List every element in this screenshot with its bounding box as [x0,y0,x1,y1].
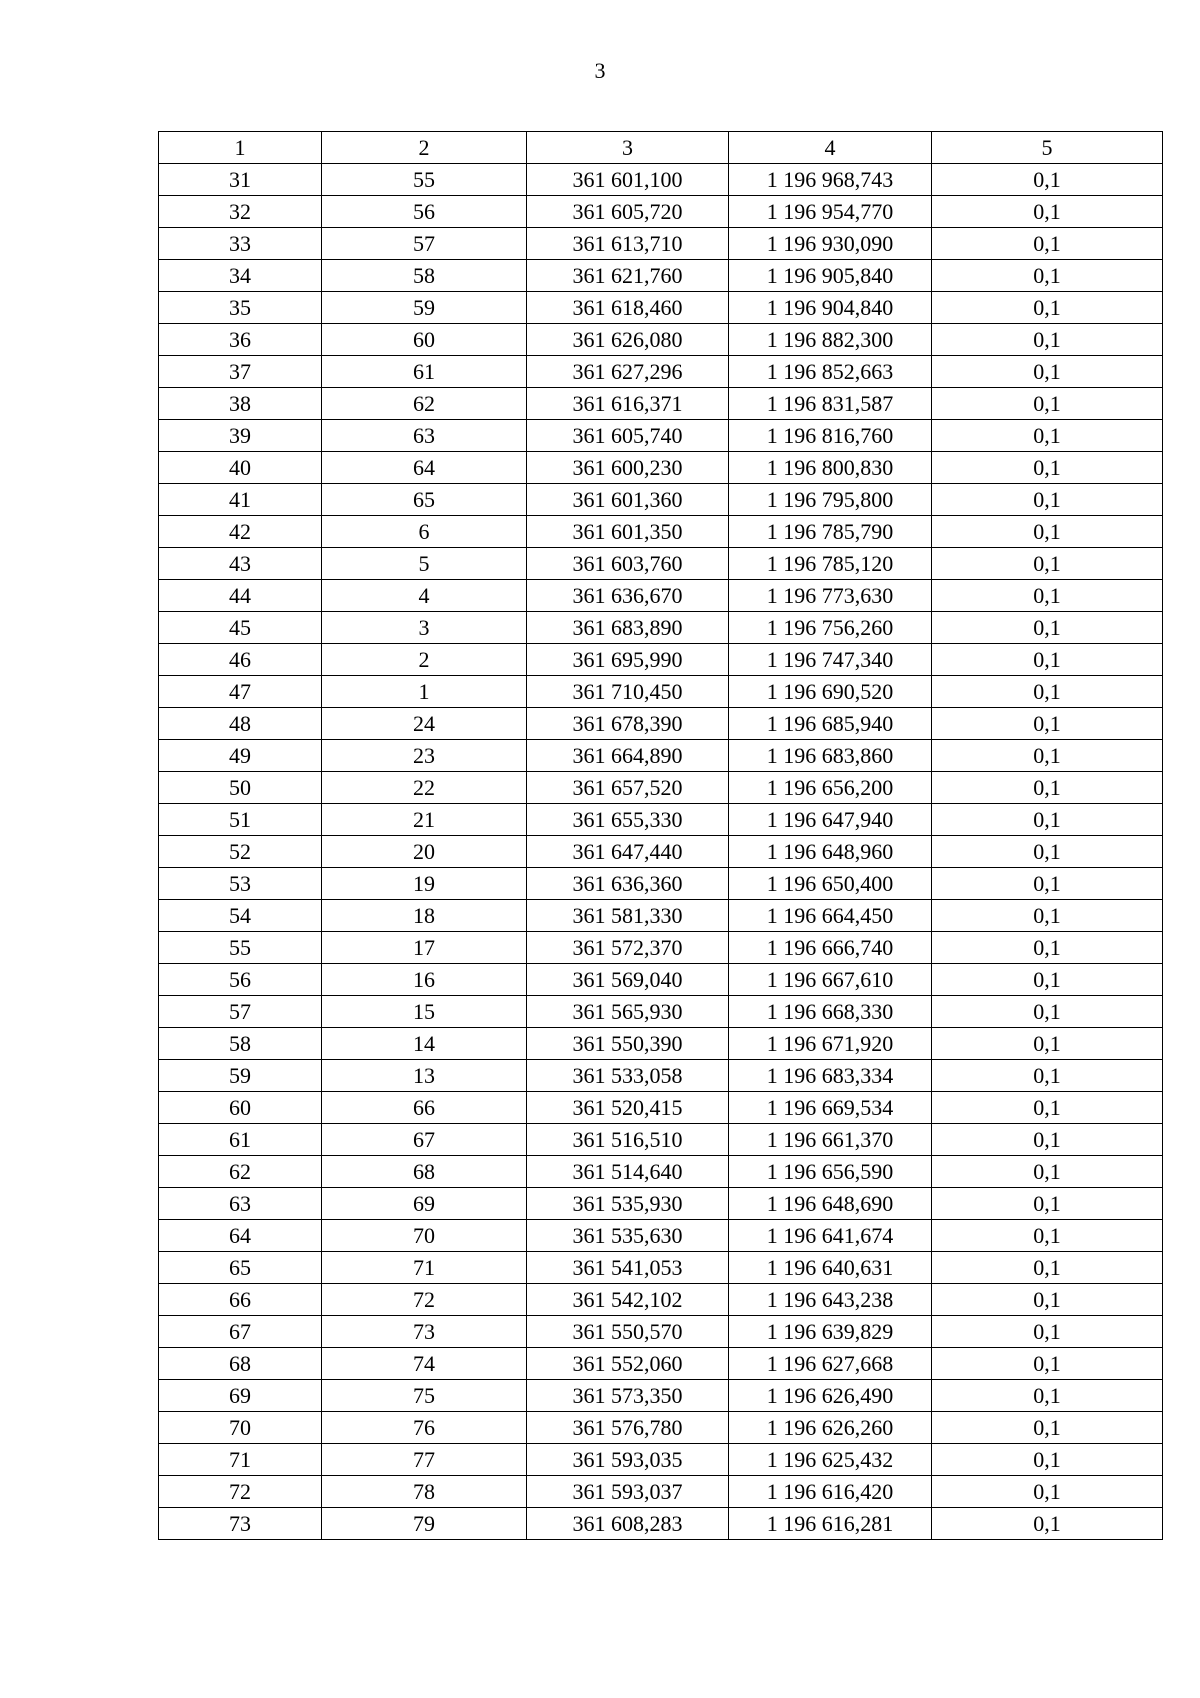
table-cell: 55 [322,164,527,196]
table-cell: 60 [322,324,527,356]
table-cell: 361 608,283 [527,1508,729,1540]
table-cell: 1 196 656,200 [729,772,932,804]
table-cell: 56 [322,196,527,228]
table-cell: 0,1 [932,292,1163,324]
table-cell: 361 683,890 [527,612,729,644]
table-cell: 60 [159,1092,322,1124]
table-cell: 0,1 [932,452,1163,484]
table-cell: 361 593,035 [527,1444,729,1476]
table-cell: 0,1 [932,1060,1163,1092]
table-cell: 1 196 643,238 [729,1284,932,1316]
table-cell: 1 196 968,743 [729,164,932,196]
table-row [159,1188,1163,1220]
table-cell: 361 573,350 [527,1380,729,1412]
table-cell: 1 196 831,587 [729,388,932,420]
table-cell: 1 196 648,690 [729,1188,932,1220]
table-cell: 67 [159,1316,322,1348]
table-row [159,804,1163,836]
table-cell: 22 [322,772,527,804]
table-cell: 0,1 [932,772,1163,804]
table-cell: 361 581,330 [527,900,729,932]
table-cell: 361 605,720 [527,196,729,228]
table-cell: 361 552,060 [527,1348,729,1380]
table-row [159,452,1163,484]
table-cell: 361 710,450 [527,676,729,708]
table-cell: 361 627,296 [527,356,729,388]
table-cell: 20 [322,836,527,868]
table-cell: 56 [159,964,322,996]
table-row [159,772,1163,804]
table-cell: 1 196 773,630 [729,580,932,612]
table-cell: 361 605,740 [527,420,729,452]
table-cell: 0,1 [932,388,1163,420]
table-cell: 0,1 [932,1444,1163,1476]
table-cell: 0,1 [932,1124,1163,1156]
table-cell: 1 196 666,740 [729,932,932,964]
table-row [159,388,1163,420]
table-cell: 361 655,330 [527,804,729,836]
table-cell: 64 [322,452,527,484]
table-cell: 361 569,040 [527,964,729,996]
table-cell: 361 535,930 [527,1188,729,1220]
table-cell: 3 [322,612,527,644]
table-cell: 66 [159,1284,322,1316]
table-cell: 361 626,080 [527,324,729,356]
table-row [159,516,1163,548]
table-row [159,836,1163,868]
table-cell: 1 196 785,790 [729,516,932,548]
table-cell: 48 [159,708,322,740]
table-cell: 62 [159,1156,322,1188]
table-cell: 361 616,371 [527,388,729,420]
table-cell: 0,1 [932,1412,1163,1444]
table-cell: 59 [322,292,527,324]
table-cell: 0,1 [932,1156,1163,1188]
table-cell: 14 [322,1028,527,1060]
table-row [159,1092,1163,1124]
table-cell: 361 565,930 [527,996,729,1028]
table-cell: 1 196 656,590 [729,1156,932,1188]
table-cell: 47 [159,676,322,708]
table-cell: 361 516,510 [527,1124,729,1156]
coordinates-table [158,131,1163,1540]
table-row [159,356,1163,388]
table-cell: 31 [159,164,322,196]
table-cell: 0,1 [932,420,1163,452]
table-cell: 6 [322,516,527,548]
table-cell: 361 621,760 [527,260,729,292]
table-cell: 64 [159,1220,322,1252]
table-cell: 361 514,640 [527,1156,729,1188]
table-cell: 1 196 627,668 [729,1348,932,1380]
column-header: 5 [932,132,1163,164]
table-cell: 24 [322,708,527,740]
table-cell: 0,1 [932,1284,1163,1316]
table-cell: 361 601,360 [527,484,729,516]
table-cell: 5 [322,548,527,580]
table-cell: 16 [322,964,527,996]
table-cell: 1 196 650,400 [729,868,932,900]
table-row [159,1476,1163,1508]
table-cell: 67 [322,1124,527,1156]
table-row [159,1316,1163,1348]
table-cell: 361 550,390 [527,1028,729,1060]
table-cell: 71 [322,1252,527,1284]
table-cell: 0,1 [932,1028,1163,1060]
table-row [159,740,1163,772]
table-cell: 1 196 905,840 [729,260,932,292]
table-cell: 58 [159,1028,322,1060]
table-row [159,484,1163,516]
table-cell: 0,1 [932,1508,1163,1540]
header-row [159,132,1163,164]
table-cell: 1 196 661,370 [729,1124,932,1156]
table-row [159,420,1163,452]
table-cell: 0,1 [932,612,1163,644]
table-cell: 1 196 756,260 [729,612,932,644]
table-row [159,1252,1163,1284]
table-cell: 1 196 616,281 [729,1508,932,1540]
table-cell: 361 601,350 [527,516,729,548]
table-cell: 54 [159,900,322,932]
table-cell: 57 [322,228,527,260]
table-cell: 1 196 785,120 [729,548,932,580]
table-cell: 1 196 626,260 [729,1412,932,1444]
table-cell: 0,1 [932,228,1163,260]
table-cell: 361 541,053 [527,1252,729,1284]
table-cell: 361 535,630 [527,1220,729,1252]
table-cell: 0,1 [932,580,1163,612]
table-cell: 17 [322,932,527,964]
table-cell: 53 [159,868,322,900]
table-cell: 361 647,440 [527,836,729,868]
table-cell: 0,1 [932,1220,1163,1252]
table-cell: 1 196 690,520 [729,676,932,708]
table-row [159,260,1163,292]
table-row [159,228,1163,260]
table-cell: 1 196 954,770 [729,196,932,228]
table-cell: 75 [322,1380,527,1412]
table-cell: 1 196 669,534 [729,1092,932,1124]
table-cell: 1 196 647,940 [729,804,932,836]
table-cell: 1 196 664,450 [729,900,932,932]
table-cell: 38 [159,388,322,420]
table-cell: 1 196 683,334 [729,1060,932,1092]
table-cell: 58 [322,260,527,292]
table-cell: 0,1 [932,1092,1163,1124]
table-cell: 34 [159,260,322,292]
table-cell: 1 196 852,663 [729,356,932,388]
table-row [159,1348,1163,1380]
table-cell: 23 [322,740,527,772]
table-cell: 51 [159,804,322,836]
table-cell: 1 196 625,432 [729,1444,932,1476]
table-cell: 79 [322,1508,527,1540]
table-cell: 0,1 [932,324,1163,356]
table-cell: 73 [159,1508,322,1540]
table-row [159,996,1163,1028]
table-cell: 66 [322,1092,527,1124]
table-cell: 0,1 [932,1348,1163,1380]
table-header [159,132,1163,164]
table-cell: 62 [322,388,527,420]
table-cell: 76 [322,1412,527,1444]
table-cell: 1 196 616,420 [729,1476,932,1508]
table-cell: 1 196 640,631 [729,1252,932,1284]
table-cell: 1 196 641,674 [729,1220,932,1252]
table-row [159,1284,1163,1316]
table-cell: 1 196 816,760 [729,420,932,452]
table-cell: 0,1 [932,260,1163,292]
table-cell: 0,1 [932,1252,1163,1284]
table-cell: 1 196 904,840 [729,292,932,324]
table-cell: 361 520,415 [527,1092,729,1124]
table-cell: 65 [159,1252,322,1284]
table-cell: 78 [322,1476,527,1508]
table-cell: 41 [159,484,322,516]
table-cell: 55 [159,932,322,964]
table-cell: 1 196 747,340 [729,644,932,676]
table-cell: 63 [159,1188,322,1220]
table-cell: 15 [322,996,527,1028]
table-cell: 0,1 [932,740,1163,772]
table-cell: 33 [159,228,322,260]
table-row [159,900,1163,932]
table-cell: 61 [159,1124,322,1156]
table-cell: 1 196 648,960 [729,836,932,868]
table-cell: 1 196 668,330 [729,996,932,1028]
table-cell: 70 [322,1220,527,1252]
table-cell: 40 [159,452,322,484]
column-header: 4 [729,132,932,164]
table-row [159,324,1163,356]
table-cell: 361 603,760 [527,548,729,580]
table-cell: 0,1 [932,932,1163,964]
table-cell: 46 [159,644,322,676]
table-row [159,708,1163,740]
table-cell: 1 196 930,090 [729,228,932,260]
table-cell: 1 196 685,940 [729,708,932,740]
table-cell: 71 [159,1444,322,1476]
table-cell: 68 [322,1156,527,1188]
table-cell: 1 [322,676,527,708]
table-row [159,1156,1163,1188]
table-cell: 45 [159,612,322,644]
table-row [159,612,1163,644]
table-row [159,548,1163,580]
table-cell: 361 618,460 [527,292,729,324]
table-cell: 361 576,780 [527,1412,729,1444]
table-cell: 361 542,102 [527,1284,729,1316]
table-row [159,1060,1163,1092]
table-cell: 361 593,037 [527,1476,729,1508]
table-cell: 0,1 [932,996,1163,1028]
table-cell: 0,1 [932,708,1163,740]
table-row [159,1508,1163,1540]
table-row [159,1444,1163,1476]
table-row [159,196,1163,228]
table-row [159,1220,1163,1252]
table-row [159,964,1163,996]
table-cell: 0,1 [932,548,1163,580]
table-cell: 21 [322,804,527,836]
table-cell: 361 533,058 [527,1060,729,1092]
table-cell: 59 [159,1060,322,1092]
column-header: 3 [527,132,729,164]
table-cell: 43 [159,548,322,580]
table-cell: 1 196 626,490 [729,1380,932,1412]
table-cell: 0,1 [932,836,1163,868]
table-cell: 73 [322,1316,527,1348]
table-cell: 36 [159,324,322,356]
table-row [159,1028,1163,1060]
table-cell: 361 636,360 [527,868,729,900]
table-cell: 52 [159,836,322,868]
table-cell: 74 [322,1348,527,1380]
table-cell: 0,1 [932,676,1163,708]
table-cell: 0,1 [932,804,1163,836]
table-cell: 0,1 [932,516,1163,548]
table-row [159,580,1163,612]
table-cell: 44 [159,580,322,612]
table-cell: 361 678,390 [527,708,729,740]
table-cell: 361 572,370 [527,932,729,964]
table-cell: 70 [159,1412,322,1444]
table-cell: 1 196 683,860 [729,740,932,772]
table-cell: 1 196 671,920 [729,1028,932,1060]
table-cell: 2 [322,644,527,676]
table-cell: 57 [159,996,322,1028]
table-cell: 0,1 [932,164,1163,196]
table-cell: 1 196 667,610 [729,964,932,996]
table-row [159,164,1163,196]
table-cell: 37 [159,356,322,388]
table-cell: 0,1 [932,868,1163,900]
table-cell: 361 613,710 [527,228,729,260]
table-row [159,1124,1163,1156]
table-cell: 72 [159,1476,322,1508]
table-row [159,932,1163,964]
table-cell: 0,1 [932,196,1163,228]
table-cell: 61 [322,356,527,388]
table-row [159,1380,1163,1412]
table-cell: 69 [159,1380,322,1412]
table-cell: 0,1 [932,484,1163,516]
table-row [159,1412,1163,1444]
table-cell: 68 [159,1348,322,1380]
table-cell: 361 550,570 [527,1316,729,1348]
table-cell: 49 [159,740,322,772]
table-cell: 4 [322,580,527,612]
table-cell: 77 [322,1444,527,1476]
table-cell: 50 [159,772,322,804]
table-cell: 0,1 [932,1316,1163,1348]
table-cell: 361 695,990 [527,644,729,676]
table-cell: 42 [159,516,322,548]
table-cell: 1 196 639,829 [729,1316,932,1348]
table-row [159,644,1163,676]
table-cell: 0,1 [932,1380,1163,1412]
table-row [159,868,1163,900]
column-header: 2 [322,132,527,164]
table-cell: 0,1 [932,1476,1163,1508]
table-cell: 35 [159,292,322,324]
table-cell: 18 [322,900,527,932]
table-cell: 0,1 [932,900,1163,932]
table-cell: 361 664,890 [527,740,729,772]
table-cell: 361 601,100 [527,164,729,196]
table-row [159,292,1163,324]
table-cell: 19 [322,868,527,900]
page-number: 3 [594,58,606,83]
table-cell: 361 657,520 [527,772,729,804]
column-header: 1 [159,132,322,164]
table-cell: 1 196 882,300 [729,324,932,356]
table-cell: 0,1 [932,964,1163,996]
table-cell: 72 [322,1284,527,1316]
table-cell: 361 636,670 [527,580,729,612]
table-cell: 1 196 795,800 [729,484,932,516]
table-cell: 0,1 [932,356,1163,388]
table-cell: 1 196 800,830 [729,452,932,484]
table-cell: 13 [322,1060,527,1092]
table-cell: 32 [159,196,322,228]
table-cell: 39 [159,420,322,452]
table-cell: 0,1 [932,644,1163,676]
table-cell: 63 [322,420,527,452]
table-cell: 65 [322,484,527,516]
table-row [159,676,1163,708]
table-cell: 0,1 [932,1188,1163,1220]
table-cell: 361 600,230 [527,452,729,484]
table-cell: 69 [322,1188,527,1220]
table-body [159,164,1163,1540]
